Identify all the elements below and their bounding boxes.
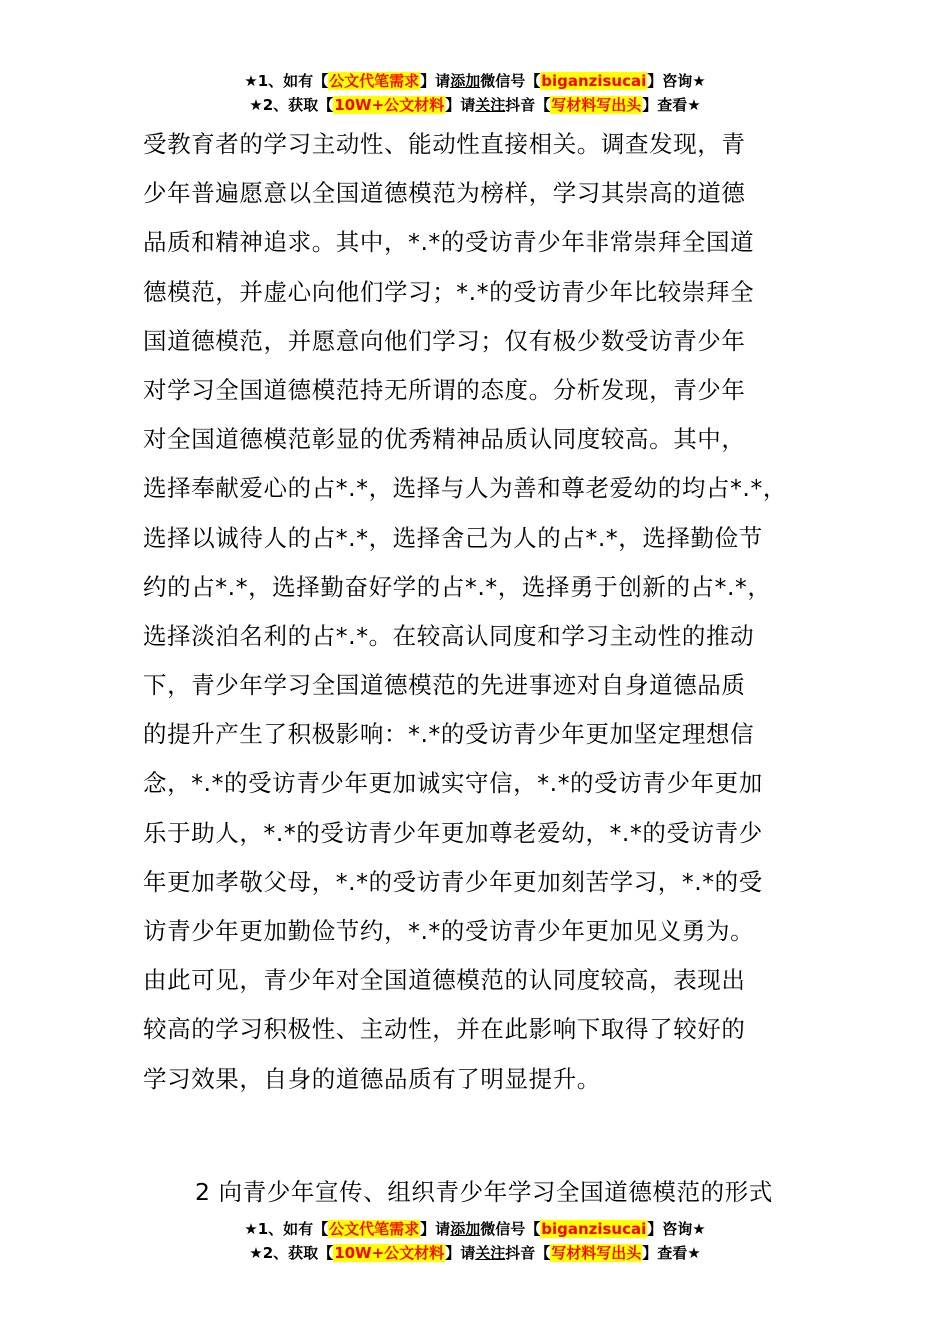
paragraph-line: 选择淡泊名利的占*.*。在较高认同度和学习主动性的推动: [143, 621, 755, 650]
highlight-douyin: 写材料写出头: [551, 96, 642, 114]
highlight-wechat-id: biganzisucai: [541, 1220, 647, 1238]
paragraph-line: 由此可见，青少年对全国道德模范的认同度较高，表现出: [143, 966, 746, 995]
highlight-ghostwriting: 公文代笔需求: [329, 72, 420, 90]
paragraph-line: 乐于助人，*.*的受访青少年更加尊老爱幼，*.*的受访青少: [143, 818, 763, 847]
paragraph-line: 的提升产生了积极影响：*.*的受访青少年更加坚定理想信: [143, 720, 755, 749]
paragraph-line: 念，*.*的受访青少年更加诚实守信，*.*的受访青少年更加: [143, 769, 763, 798]
section-heading: 2 向青少年宣传、组织青少年学习全国道德模范的形式: [195, 1178, 773, 1206]
paragraph-line: 受教育者的学习主动性、能动性直接相关。调查发现，青: [143, 130, 746, 158]
banner-line-2: ★2、获取【10W+公文材料】请关注抖音【写材料写出头】查看★: [249, 1244, 701, 1262]
paragraph-line: 约的占*.*，选择勤奋好学的占*.*，选择勇于创新的占*.*，: [143, 572, 772, 601]
highlight-ghostwriting: 公文代笔需求: [329, 1220, 420, 1238]
paragraph-line: 对全国道德模范彰显的优秀精神品质认同度较高。其中，: [143, 425, 746, 454]
banner-line-1: ★1、如有【公文代笔需求】请添加微信号【biganzisucai】咨询★: [244, 72, 706, 90]
paragraph-line: 学习效果，自身的道德品质有了明显提升。: [143, 1064, 601, 1093]
highlight-materials: 10W+公文材料: [334, 1244, 445, 1262]
banner-line-2: ★2、获取【10W+公文材料】请关注抖音【写材料写出头】查看★: [249, 96, 701, 114]
paragraph-line: 选择奉献爱心的占*.*，选择与人为善和尊老爱幼的均占*.*，: [143, 474, 787, 503]
paragraph-line: 年更加孝敬父母，*.*的受访青少年更加刻苦学习，*.*的受: [143, 867, 763, 896]
paragraph-line: 访青少年更加勤俭节约，*.*的受访青少年更加见义勇为。: [143, 917, 755, 945]
paragraph-line: 品质和精神追求。其中，*.*的受访青少年非常崇拜全国道: [143, 228, 755, 257]
paragraph-line: 德模范，并虚心向他们学习；*.*的受访青少年比较崇拜全: [143, 277, 755, 306]
highlight-douyin: 写材料写出头: [551, 1244, 642, 1262]
footer-banner: [0, 1218, 950, 1266]
banner-line-1: ★1、如有【公文代笔需求】请添加微信号【biganzisucai】咨询★: [244, 1220, 706, 1238]
paragraph-line: 下，青少年学习全国道德模范的先进事迹对自身道德品质: [143, 671, 746, 700]
highlight-wechat-id: biganzisucai: [541, 72, 647, 90]
paragraph-line: 对学习全国道德模范持无所谓的态度。分析发现，青少年: [143, 375, 746, 404]
paragraph-line: 选择以诚待人的占*.*，选择舍己为人的占*.*，选择勤俭节: [143, 523, 763, 552]
body-paragraph: [143, 120, 815, 1104]
highlight-materials: 10W+公文材料: [334, 96, 445, 114]
header-banner: [0, 70, 950, 118]
paragraph-line: 国道德模范，并愿意向他们学习；仅有极少数受访青少年: [143, 326, 746, 355]
paragraph-line: 少年普遍愿意以全国道德模范为榜样，学习其崇高的道德: [143, 179, 746, 208]
paragraph-line: 较高的学习积极性、主动性，并在此影响下取得了较好的: [143, 1015, 746, 1044]
